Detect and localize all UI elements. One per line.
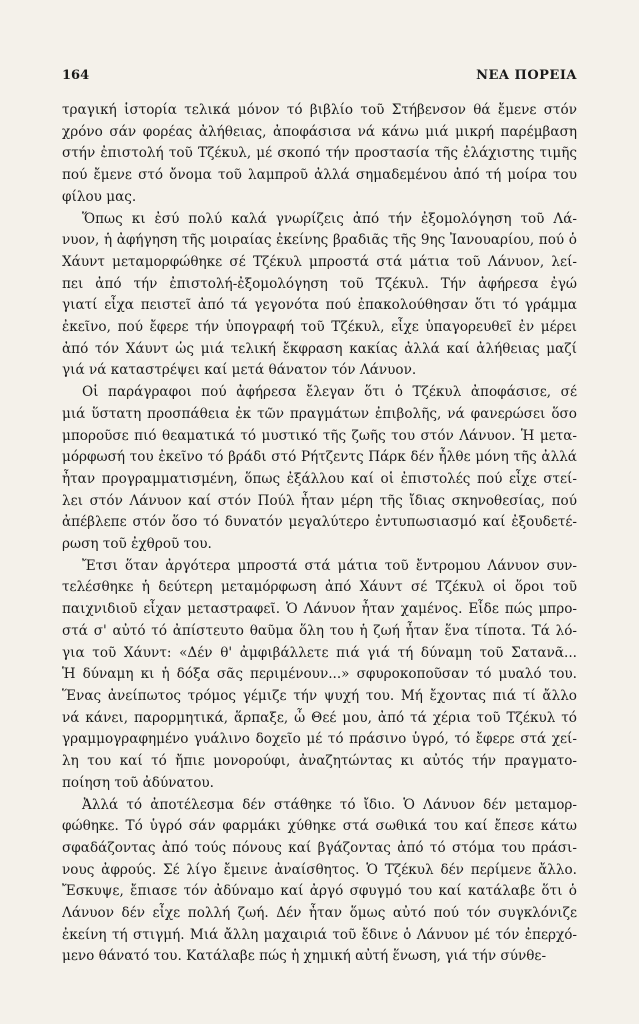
text-line: γιά νά καταστρέψει καί μετά θάνατον τόν Λάνυον. bbox=[62, 362, 417, 379]
text-line: μποροῦσε πιό θεαματικά τό μυστικό τῆς ζωῆς του στόν Λάνυον. Ἡ μετα- bbox=[62, 427, 577, 444]
text-line: ἀπό τόν Χάυντ ὡς μιά τελική ἔκφραση κακίας ἀλλά καί ἀλήθειας μαζί bbox=[62, 340, 577, 357]
paragraph bbox=[62, 209, 577, 383]
text-line: πει ἀπό τήν ἐπιστολή-ἐξομολόγηση τοῦ Τζέκυλ. Τήν ἀφήρεσα ἐγώ bbox=[62, 275, 577, 292]
text-line: Οἱ παράγραφοι πού ἀφήρεσα ἔλεγαν ὅτι ὁ Τζέκυλ ἀποφάσισε, σέ bbox=[82, 384, 577, 401]
text-line: Ἡ δύναμη κι ἡ δόξα σᾶς περιμένουν...» σφυροκοποῦσαν τό μυαλό του. bbox=[62, 666, 577, 683]
body-text bbox=[62, 100, 577, 968]
text-line: νυον, ἡ ἀφήγηση τῆς μοιραίας ἐκείνης βραδιᾶς τῆς 9ης Ἰανουαρίου, πού ὁ bbox=[62, 232, 577, 249]
text-line: παιχνιδιοῦ εἶχαν μεταστραφεῖ. Ὁ Λάνυον ἦταν χαμένος. Εἶδε πώς μπρο- bbox=[62, 601, 577, 618]
text-line: σφαδάζοντας ἀπό τούς πόνους καί βγάζοντας ἀπό τό στόμα του πράσι- bbox=[62, 839, 577, 856]
text-line: Λάνυον δέν εἶχε πολλή ζωή. Δέν ἦταν ὅμως αὐτό πού τόν συγκλόνιζε bbox=[62, 905, 577, 922]
text-line: φίλου μας. bbox=[62, 188, 137, 205]
text-line: μιά ὕστατη προσπάθεια ἐκ τῶν πραγμάτων ἐπιβολῆς, νά φανερώσει ὅσο bbox=[62, 405, 577, 422]
text-line: γιατί εἶχα πειστεῖ ἀπό τά γεγονότα πού ἐπακολούθησαν ὅτι τό γράμμα bbox=[62, 297, 577, 314]
text-line: μενο θάνατό του. Κατάλαβε πώς ἡ χημική αὐτή ἕνωση, γιά τήν σύνθε- bbox=[62, 948, 547, 965]
paragraph bbox=[62, 556, 577, 795]
text-line: τραγική ἱστορία τελικά μόνον τό βιβλίο τοῦ Στήβενσον θά ἔμενε στόν bbox=[62, 102, 577, 118]
text-line: ἀπέβλεπε στόν ὅσο τό δυνατόν μεγαλύτερο ἐντυπωσιασμό καί ἐξουδετέ- bbox=[62, 514, 577, 531]
text-line: μόρφωσή του ἐκεῖνο τό βράδι στό Ρήτζεντς Πάρκ δέν ἦλθε μόνη τῆς ἀλλά bbox=[62, 449, 577, 466]
text-line: γραμμογραφημένο γυάλινο δοχεῖο μέ τό πράσινο ὑγρό, τό ἔφερε στά χεί- bbox=[62, 731, 577, 748]
paragraph bbox=[62, 795, 577, 969]
text-line: νους ἀφρούς. Σέ λίγο ἔμεινε ἀναίσθητος. Ὁ Τζέκυλ δέν περίμενε ἄλλο. bbox=[62, 861, 577, 878]
text-line: Ὅπως κι ἐσύ πολύ καλά γνωρίζεις ἀπό τήν ἐξομολόγηση τοῦ Λά- bbox=[82, 210, 577, 227]
text-line: στά σ' αὐτό τό ἀπίστευτο θαῦμα ὅλη του ἡ ζωή ἦταν ἕνα τίποτα. Τά λό- bbox=[62, 622, 577, 639]
paragraph bbox=[62, 100, 577, 209]
text-line: Ἔσκυψε, ἔπιασε τόν ἀδύναμο καί ἀργό σφυγμό του καί κατάλαβε ὅτι ὁ bbox=[62, 883, 577, 900]
text-line: Χάυντ μεταμορφώθηκε σέ Τζέκυλ μπροστά στά μάτια τοῦ Λάνυον, λεί- bbox=[62, 253, 577, 270]
text-line: Ἀλλά τό ἀποτέλεσμα δέν στάθηκε τό ἴδιο. Ὁ Λάνυον δέν μεταμορ- bbox=[82, 796, 577, 813]
text-line: φώθηκε. Τό ὑγρό σάν φαρμάκι χύθηκε στά σωθικά του καί ἔπεσε κάτω bbox=[62, 818, 577, 835]
text-line: ποίηση τοῦ ἀδύνατου. bbox=[62, 774, 214, 791]
running-title: ΝΕΑ ΠΟΡΕΙΑ bbox=[476, 68, 577, 83]
text-line: πού ἔμενε στό ὄνομα τοῦ λαμπροῦ ἀλλά σημαδεμένου ἀπό τή μοίρα του bbox=[62, 167, 577, 184]
text-line: ρωση τοῦ ἐχθροῦ του. bbox=[62, 536, 212, 553]
text-line: νά κάνει, παρορμητικά, ἅρπαξε, ὦ Θεέ μου, ἀπό τά χέρια τοῦ Τζέκυλ τό bbox=[62, 709, 577, 726]
page-header bbox=[62, 68, 577, 83]
text-line: ἐκείνη τή στιγμή. Μιά ἄλλη μαχαιριά τοῦ ἔδινε ὁ Λάνυον μέ τόν ἐπερχό- bbox=[62, 926, 577, 943]
text-line: στήν ἐπιστολή τοῦ Τζέκυλ, μέ σκοπό τήν προστασία τῆς ἐλάχιστης τιμῆς bbox=[62, 145, 577, 162]
text-line: Ἕνας ἀνείπωτος τρόμος γέμιζε τήν ψυχή του. Μή ἔχοντας πιά τί ἄλλο bbox=[62, 687, 577, 704]
paragraph bbox=[62, 382, 577, 556]
text-line: ἦταν προγραμματισμένη, ὅπως ἐξάλλου καί οἱ ἐπιστολές πού εἶχε στεί- bbox=[62, 470, 577, 487]
text-line: χρόνο σάν φορέας ἀλήθειας, ἀποφάσισα νά κάνω μιά μικρή παρέμβαση bbox=[62, 123, 577, 140]
text-line: ἐκεῖνο, πού ἔφερε τήν ὑπογραφή τοῦ Τζέκυλ, εἶχε ὑπαγορευθεῖ ἐν μέρει bbox=[62, 319, 577, 336]
text-line: λει στόν Λάνυον καί στόν Πούλ ἦταν μέρη τῆς ἴδιας σκηνοθεσίας, πού bbox=[62, 492, 577, 509]
text-line: Ἔτσι ὅταν ἀργότερα μπροστά στά μάτια τοῦ ἔντρομου Λάνυον συν- bbox=[82, 557, 577, 574]
page-number: 164 bbox=[62, 68, 90, 83]
text-line: για τοῦ Χάυντ: «Δέν θ' ἀμφιβάλλετε πιά γιά τή δύναμη τοῦ Σατανᾶ... bbox=[62, 644, 577, 661]
text-line: λη του καί τό ἤπιε μονορούφι, ἀναζητώντας κι αὐτός τήν πραγματο- bbox=[62, 753, 577, 770]
text-line: τελέσθηκε ἡ δεύτερη μεταμόρφωση ἀπό Χάυντ σέ Τζέκυλ οἱ ὅροι τοῦ bbox=[62, 579, 577, 596]
